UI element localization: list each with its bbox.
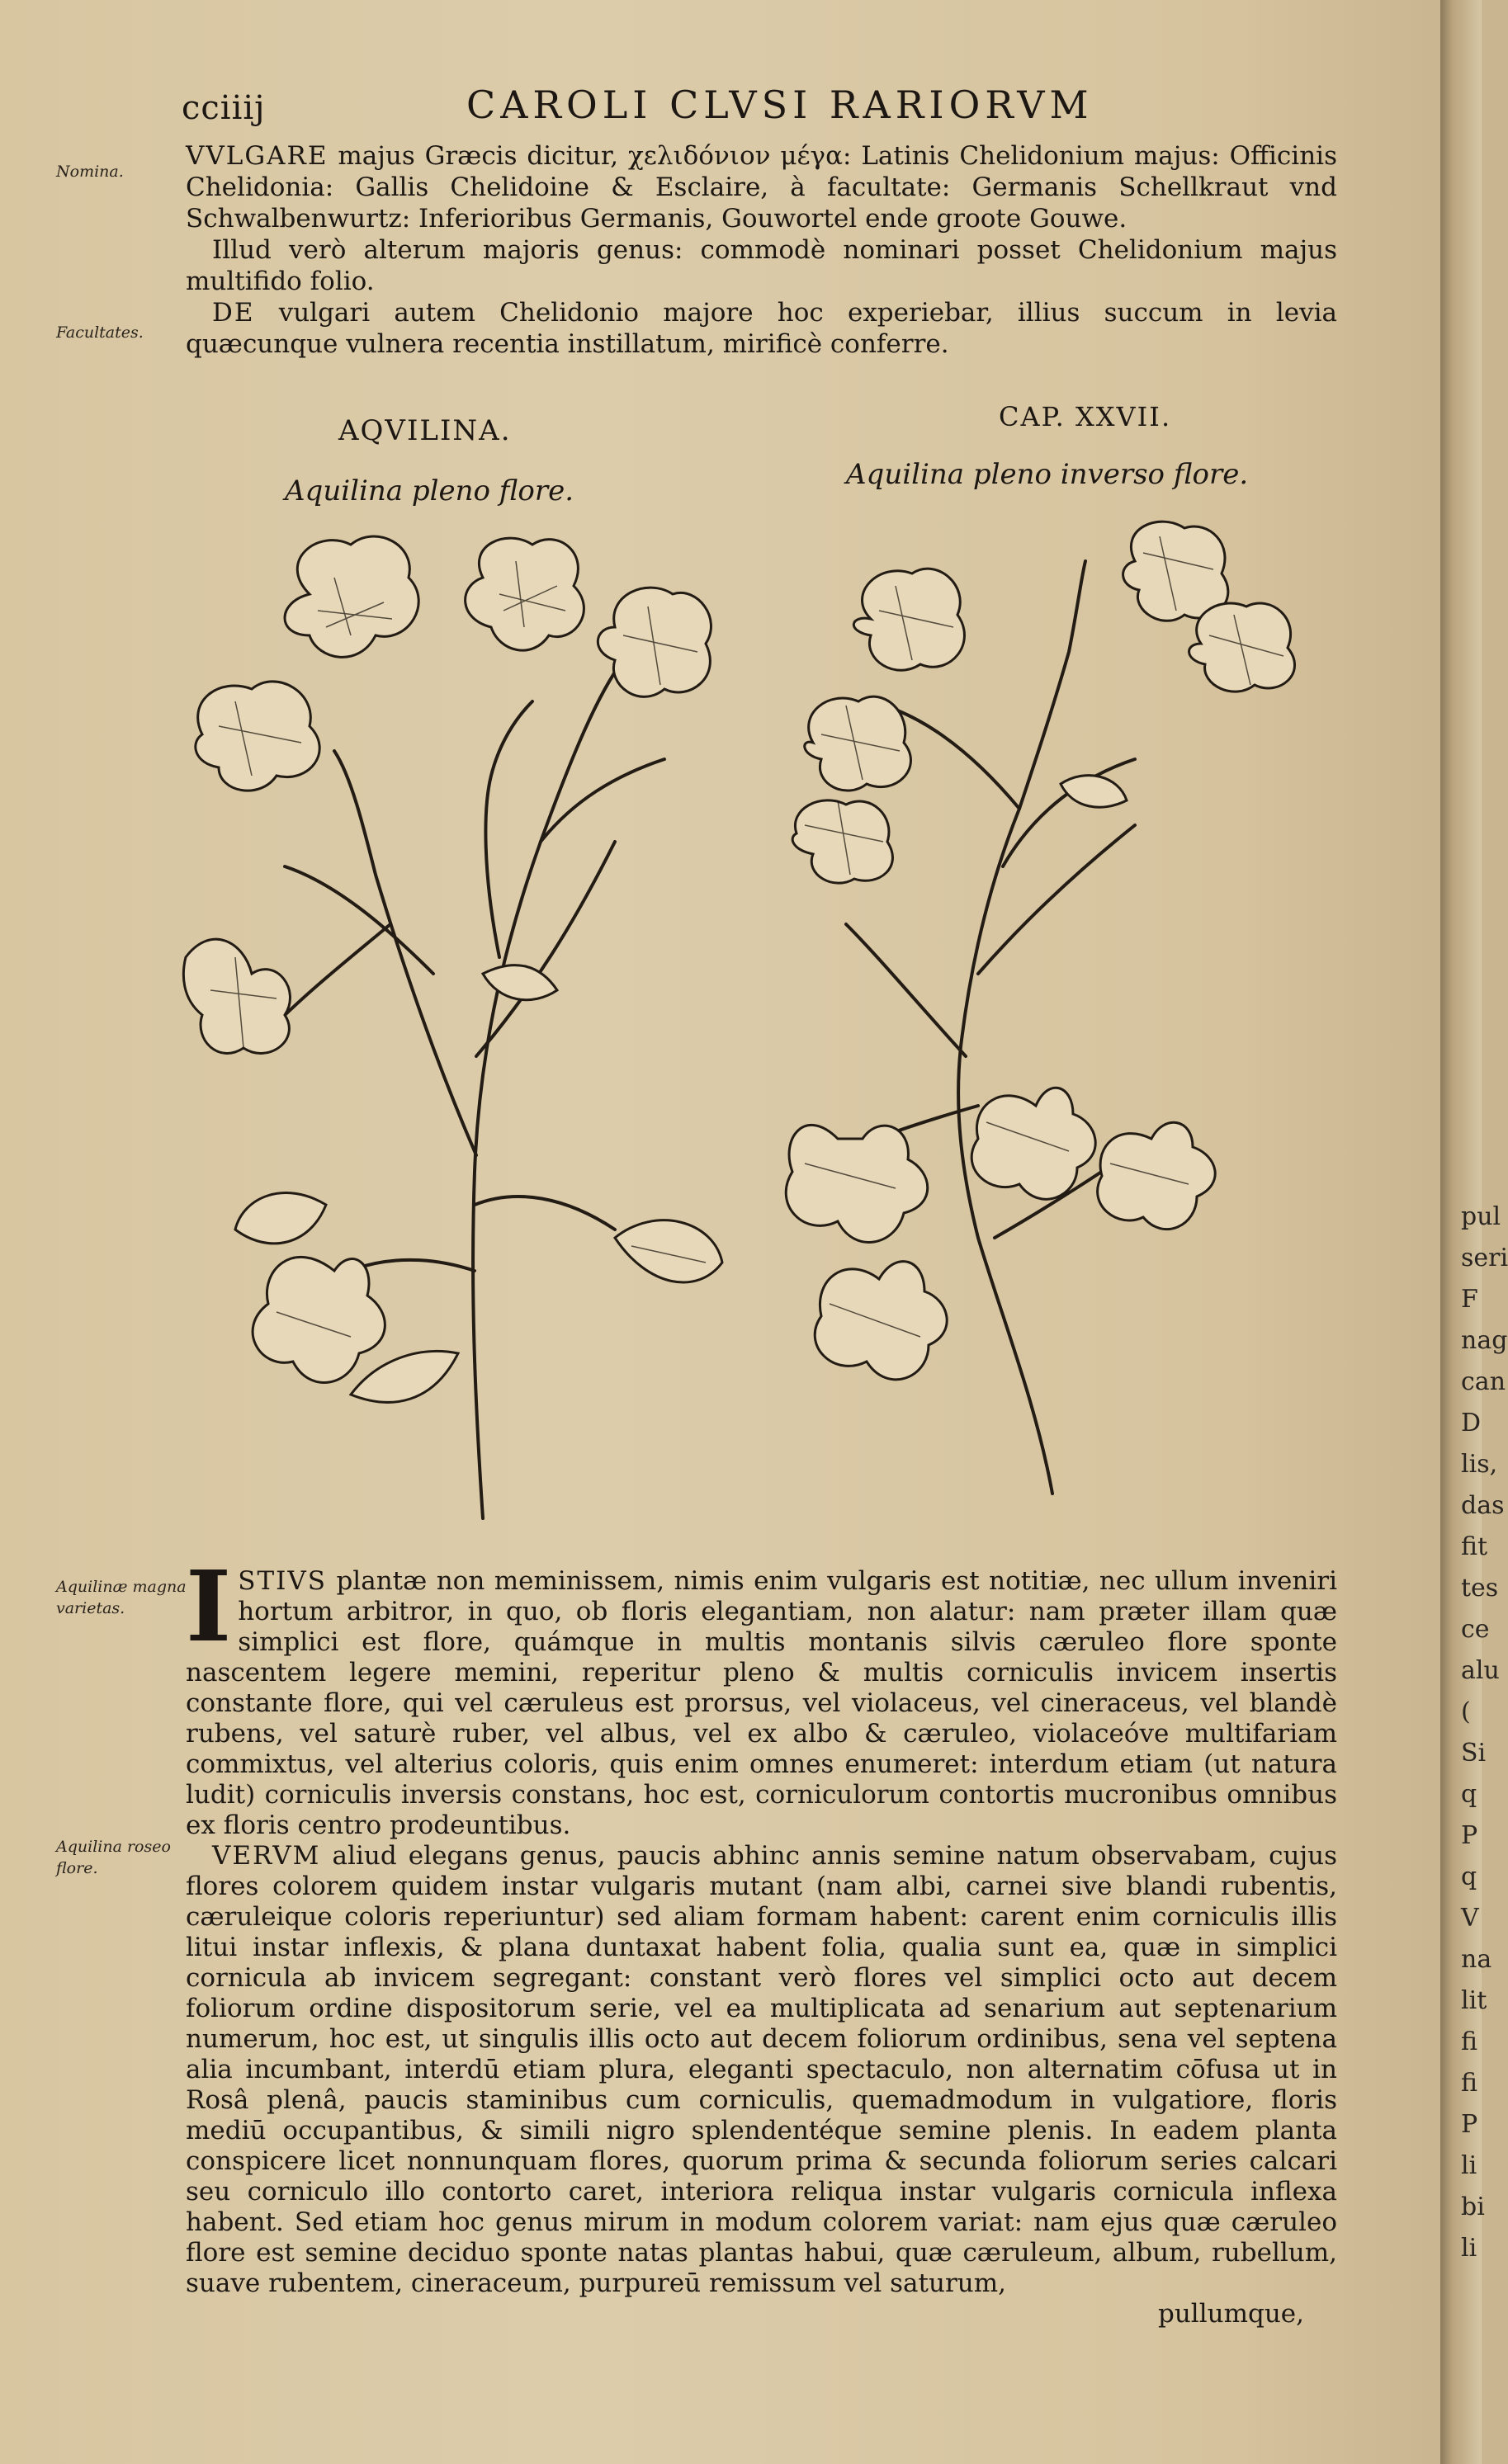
folio-number: cciiij [182, 89, 266, 127]
margin-note-nomina: Nomina. [56, 163, 124, 181]
facultates-text: vulgari autem Chelidonio majore hoc experiebar, illius succum in levia quæcunque vulnera recentia instillatum, mirificè conferre. [186, 298, 1337, 359]
adjacent-page-fragment: q [1461, 1862, 1477, 1891]
adjacent-page-fragment: ( [1461, 1697, 1471, 1726]
adjacent-page-fragment: seri [1461, 1244, 1508, 1272]
adjacent-page-fragment: lis, [1461, 1450, 1498, 1479]
verum-lead: VERVM [212, 1841, 321, 1871]
adjacent-page-fragment: fit [1461, 1532, 1488, 1561]
woodcut-left-drawing [186, 528, 747, 1527]
adjacent-page-fragment: alu [1461, 1656, 1500, 1685]
right-figure-caption: Aquilina pleno inverso flore. [846, 458, 1249, 491]
adjacent-page-fragment: nag [1461, 1326, 1508, 1355]
margin-note-facultates: Facultates. [56, 323, 144, 342]
adjacent-page-fragment: V [1461, 1904, 1479, 1933]
adjacent-page-fragment: F [1461, 1285, 1478, 1314]
left-figure-caption: Aquilina pleno flore. [285, 474, 574, 507]
adjacent-page-fragment: Si [1461, 1739, 1487, 1768]
nomina-lead: VVLGARE [186, 141, 329, 171]
adjacent-page-fragment: can [1461, 1367, 1506, 1396]
adjacent-page-fragment: bi [1461, 2193, 1485, 2221]
adjacent-page-fragment: D [1461, 1409, 1482, 1437]
istius-lead: STIVS [238, 1566, 327, 1596]
facultates-lead: DE [212, 298, 255, 328]
woodcut-aquilina-pleno-inverso-flore [788, 512, 1333, 1510]
adjacent-page-fragment: lit [1461, 1986, 1487, 2015]
woodcut-right-drawing [788, 512, 1333, 1510]
adjacent-page-fragment: tes [1461, 1574, 1499, 1603]
nomina-paragraph [186, 140, 1337, 360]
margin-note-aquilina-magna: Aquilinæ magna varietas. [56, 1578, 187, 1617]
istius-paragraph [186, 1549, 1337, 2329]
catchword: pullumque, [1157, 2299, 1304, 2329]
adjacent-page-fragment: P [1461, 1821, 1478, 1850]
woodcut-aquilina-pleno-flore [186, 528, 747, 1527]
adjacent-page-fragment: das [1461, 1491, 1505, 1520]
adjacent-page-fragment: na [1461, 1945, 1492, 1974]
nomina-text: majus Græcis dicitur, χελιδόνιον μέγα: Latinis Chelidonium majus: Officinis Chelidonia: Gallis Chelidoine & Esclaire, à facultate: Germanis Schellkraut vnd Schwalbenwurtz: Inferioribus Germanis, Gouwortel ende groote Gouwe. [186, 141, 1337, 234]
adjacent-page-fragment: q [1461, 1780, 1477, 1809]
adjacent-page-fragment: pul [1461, 1202, 1501, 1231]
section-title: AQVILINA. [338, 414, 512, 447]
adjacent-page-edge [1461, 1197, 1508, 2269]
istius-text: plantæ non meminissem, nimis enim vulgaris est notitiæ, nec ullum inveniri hortum arbitror, in quo, ob floris elegantiam, non alatur: nam præter illam quæ simplici est flore, quámque in multis montanis silvis cæruleo flore sponte nascentem legere memini, reperitur pleno & multis corniculis invicem insertis constante flore, qui vel cæruleus est prorsus, vel violaceus, vel cineraceus, vel blandè rubens, vel saturè ruber, vel albus, vel ex albo & cæruleo, violaceóve multifariam commixtus, vel alterius coloris, quis enim omnes enumeret: interdum etiam (ut natura ludit) corniculis inversis constans, hoc est, corniculorum contortis mucronibus omnibus ex floris centro prodeuntibus. [186, 1566, 1337, 1840]
adjacent-page-fragment: li [1461, 2151, 1477, 2180]
running-head [182, 83, 1337, 132]
illud-paragraph: Illud verò alterum majoris genus: commodè nominari posset Chelidonium majus multifido folio. [186, 235, 1337, 296]
adjacent-page-fragment: P [1461, 2110, 1478, 2139]
chapter-heading: CAP. XXVII. [999, 401, 1172, 432]
adjacent-page-fragment: fi [1461, 2027, 1478, 2056]
adjacent-page-fragment: fi [1461, 2069, 1478, 2098]
dropcap-I: I [186, 1549, 232, 1664]
adjacent-page-fragment: li [1461, 2234, 1477, 2263]
verum-text: aliud elegans genus, paucis abhinc annis semine natum observabam, cujus flores colorem quidem instar vulgaris mutant (nam albi, carnei sive blandi rubentis, cæruleique coloris reperiuntur) sed aliam formam habent: carent enim corniculis illis litui instar inflexis, & plana duntaxat habent folia, qualia sunt ea, quæ in simplici cornicula ab invicem segregant: constant verò flores vel simplici octo aut decem foliorum ordine dispositorum serie, vel ea multiplicata ad senarium aut septenarium numerum, hoc est, ut singulis illis octo aut decem foliorum ordinibus, sena vel septena alia incumbant, interdū etiam plura, eleganti spectaculo, non alternatim cōfusa ut in Rosâ plenâ, paucis staminibus cum corniculis, quemadmodum in vulgatiore, floris mediū occupantibus, & simili nigro splendentéque semine plenis. In eadem planta conspicere licet nonnunquam flores, quorum prima & secunda foliorum series calcari seu corniculo illo contorto caret, interiora reliqua instar vulgaris cornicula inflexa habent. Sed etiam hoc genus mirum in modum colorem variat: nam ejus quæ cæruleo flore est semine deciduo sponte natas plantas habui, quæ cæruleum, album, rubellum, suave rubentem, cineraceum, purpureū remissum vel saturum, [186, 1841, 1337, 2298]
margin-note-aquilina-rosea: Aquilina roseo flore. [56, 1838, 171, 1877]
adjacent-page-fragment: ce [1461, 1615, 1490, 1644]
running-title: CAROLI CLVSI RARIORVM [466, 83, 1094, 127]
